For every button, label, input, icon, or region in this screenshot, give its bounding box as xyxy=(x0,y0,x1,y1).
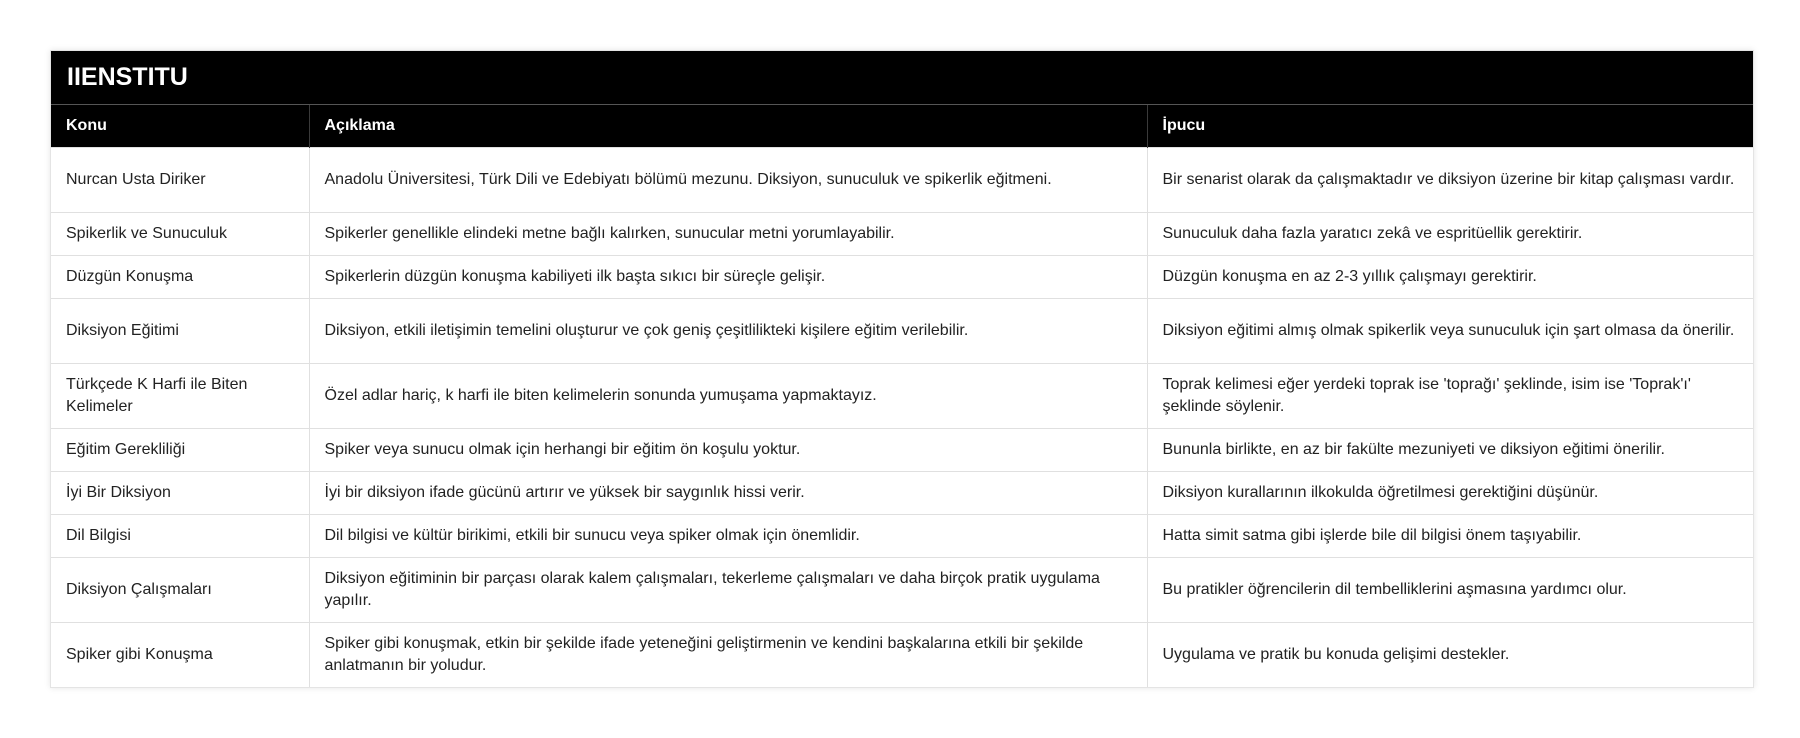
cell-description: Spikerler genellikle elindeki metne bağlı kalırken, sunucular metni yorumlayabilir. xyxy=(309,212,1147,255)
cell-description: İyi bir diksiyon ifade gücünü artırır ve yüksek bir saygınlık hissi verir. xyxy=(309,471,1147,514)
header-row xyxy=(51,105,1753,147)
cell-tip: Diksiyon kurallarının ilkokulda öğretilmesi gerektiğini düşünür. xyxy=(1147,471,1753,514)
table-row xyxy=(51,471,1753,514)
cell-tip: Sunuculuk daha fazla yaratıcı zekâ ve espritüellik gerektirir. xyxy=(1147,212,1753,255)
cell-topic: Spiker gibi Konuşma xyxy=(51,622,309,687)
cell-topic: Türkçede K Harfi ile Biten Kelimeler xyxy=(51,363,309,428)
table-row xyxy=(51,212,1753,255)
cell-tip: Düzgün konuşma en az 2-3 yıllık çalışmayı gerektirir. xyxy=(1147,255,1753,298)
table-header xyxy=(51,105,1753,147)
cell-topic: Diksiyon Çalışmaları xyxy=(51,557,309,622)
info-table xyxy=(51,105,1753,687)
cell-topic: Spikerlik ve Sunuculuk xyxy=(51,212,309,255)
cell-description: Özel adlar hariç, k harfi ile biten kelimelerin sonunda yumuşama yapmaktayız. xyxy=(309,363,1147,428)
cell-tip: Hatta simit satma gibi işlerde bile dil bilgisi önem taşıyabilir. xyxy=(1147,514,1753,557)
cell-topic: İyi Bir Diksiyon xyxy=(51,471,309,514)
column-header-topic: Konu xyxy=(51,105,309,147)
cell-topic: Dil Bilgisi xyxy=(51,514,309,557)
cell-description: Spiker veya sunucu olmak için herhangi bir eğitim ön koşulu yoktur. xyxy=(309,428,1147,471)
cell-tip: Toprak kelimesi eğer yerdeki toprak ise 'toprağı' şeklinde, isim ise 'Toprak'ı' şeklinde söylenir. xyxy=(1147,363,1753,428)
cell-topic: Düzgün Konuşma xyxy=(51,255,309,298)
cell-description: Spiker gibi konuşmak, etkin bir şekilde ifade yeteneğini geliştirmenin ve kendini başkalarına etkili bir şekilde anlatmanın bir yoludur. xyxy=(309,622,1147,687)
table-row xyxy=(51,428,1753,471)
table-row xyxy=(51,298,1753,363)
cell-topic: Nurcan Usta Diriker xyxy=(51,147,309,212)
table-row xyxy=(51,255,1753,298)
cell-tip: Uygulama ve pratik bu konuda gelişimi destekler. xyxy=(1147,622,1753,687)
column-header-tip: İpucu xyxy=(1147,105,1753,147)
cell-tip: Diksiyon eğitimi almış olmak spikerlik veya sunuculuk için şart olmasa da önerilir. xyxy=(1147,298,1753,363)
cell-description: Dil bilgisi ve kültür birikimi, etkili bir sunucu veya spiker olmak için önemlidir. xyxy=(309,514,1147,557)
cell-description: Spikerlerin düzgün konuşma kabiliyeti ilk başta sıkıcı bir süreçle gelişir. xyxy=(309,255,1147,298)
cell-description: Diksiyon eğitiminin bir parçası olarak kalem çalışmaları, tekerleme çalışmaları ve daha birçok pratik uygulama yapılır. xyxy=(309,557,1147,622)
table-row xyxy=(51,147,1753,212)
table-row xyxy=(51,622,1753,687)
cell-description: Anadolu Üniversitesi, Türk Dili ve Edebiyatı bölümü mezunu. Diksiyon, sunuculuk ve spikerlik eğitmeni. xyxy=(309,147,1147,212)
cell-topic: Eğitim Gerekliliği xyxy=(51,428,309,471)
cell-tip: Bir senarist olarak da çalışmaktadır ve diksiyon üzerine bir kitap çalışması vardır. xyxy=(1147,147,1753,212)
table-row xyxy=(51,514,1753,557)
cell-tip: Bu pratikler öğrencilerin dil tembelliklerini aşmasına yardımcı olur. xyxy=(1147,557,1753,622)
brand-title: IIENSTITU xyxy=(51,51,1753,105)
cell-topic: Diksiyon Eğitimi xyxy=(51,298,309,363)
table-body xyxy=(51,147,1753,687)
cell-description: Diksiyon, etkili iletişimin temelini oluşturur ve çok geniş çeşitlilikteki kişilere eğitim verilebilir. xyxy=(309,298,1147,363)
table-row xyxy=(51,363,1753,428)
content-card xyxy=(50,50,1754,688)
column-header-description: Açıklama xyxy=(309,105,1147,147)
table-row xyxy=(51,557,1753,622)
cell-tip: Bununla birlikte, en az bir fakülte mezuniyeti ve diksiyon eğitimi önerilir. xyxy=(1147,428,1753,471)
